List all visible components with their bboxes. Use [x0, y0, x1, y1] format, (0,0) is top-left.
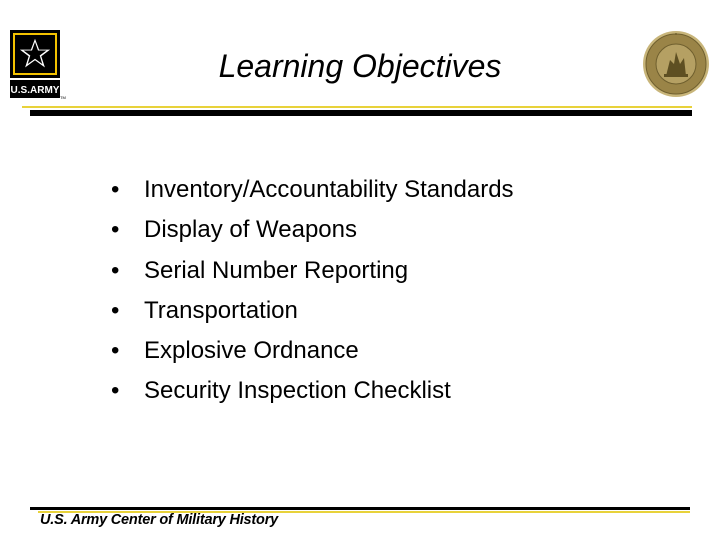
list-item-text: Explosive Ordnance [144, 337, 359, 365]
list-item-text: Inventory/Accountability Standards [144, 176, 514, 203]
bullet-icon: • [111, 216, 120, 244]
list-item [111, 293, 514, 333]
list-item [111, 212, 514, 252]
bullet-icon: • [111, 337, 120, 365]
list-item-text: Transportation [144, 296, 298, 324]
footer-text: U.S. Army Center of Military History [40, 512, 279, 528]
bullet-icon: • [111, 176, 120, 203]
svg-text:U.S.ARMY: U.S.ARMY [10, 85, 60, 96]
header-accent-line [22, 106, 692, 108]
list-item-text: Serial Number Reporting [144, 256, 409, 284]
slide-title: Learning Objectives [218, 48, 502, 84]
list-item [111, 373, 514, 413]
list-item-text: Security Inspection Checklist [144, 377, 451, 405]
list-item-text: Display of Weapons [144, 216, 357, 244]
objectives-list [111, 172, 514, 414]
footer-divider-line [30, 507, 690, 510]
svg-text:TM: TM [60, 95, 66, 100]
header-divider-bar [30, 110, 692, 116]
list-item [111, 253, 514, 293]
bullet-icon: • [111, 256, 120, 284]
bullet-icon: • [111, 296, 120, 324]
list-item [111, 333, 514, 373]
list-item [111, 172, 514, 212]
bullet-icon: • [111, 377, 120, 405]
